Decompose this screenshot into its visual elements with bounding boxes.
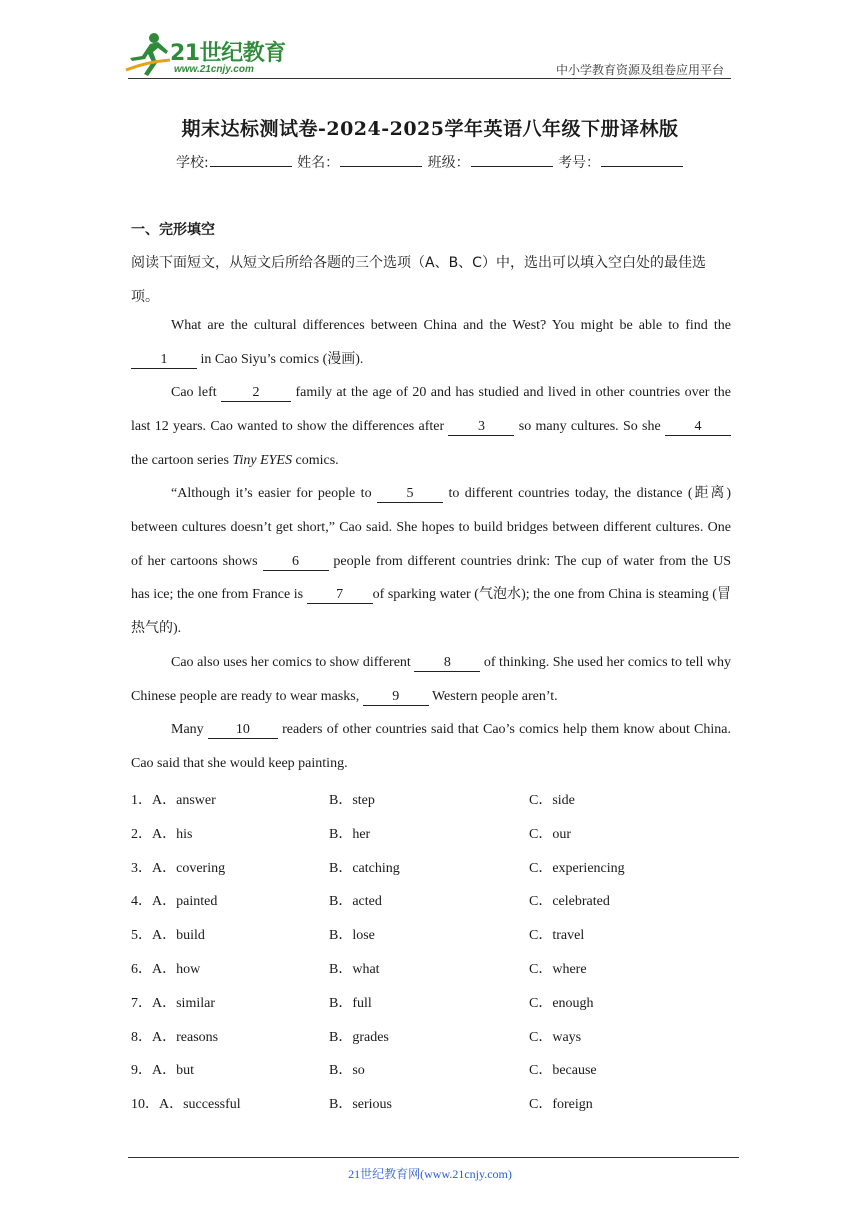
option-a[interactable]: 3．A．covering	[131, 861, 226, 876]
option-c[interactable]: C．travel	[529, 928, 585, 943]
option-row-6	[131, 958, 731, 978]
option-c[interactable]: C．foreign	[529, 1097, 593, 1112]
blank-4[interactable]: 4	[665, 419, 731, 436]
option-b[interactable]: B．grades	[329, 1030, 389, 1045]
blank-8[interactable]: 8	[414, 655, 480, 672]
blank-7[interactable]: 7	[307, 587, 373, 604]
option-a[interactable]: 5．A．build	[131, 928, 205, 943]
class-label: 班级：	[427, 155, 470, 171]
option-row-4	[131, 890, 731, 910]
footer-divider	[128, 1157, 739, 1158]
name-label: 姓名：	[297, 155, 340, 171]
footer-link[interactable]: 21世纪教育网(www.21cnjy.com)	[348, 1167, 512, 1181]
header-divider	[128, 78, 731, 79]
option-c[interactable]: C．where	[529, 962, 587, 977]
option-a[interactable]: 7．A．similar	[131, 996, 215, 1011]
option-a[interactable]: 8．A．reasons	[131, 1030, 219, 1045]
page-title: 期末达标测试卷-2024-2025学年英语八年级下册译林版	[181, 118, 679, 140]
option-c[interactable]: C．because	[529, 1063, 597, 1078]
section-instruction: 阅读下面短文，从短文后所给各题的三个选项（A、B、C）中，选出可以填入空白处的最佳选项。	[131, 255, 706, 305]
option-row-1	[131, 789, 731, 809]
class-blank[interactable]	[471, 152, 553, 167]
option-b[interactable]: B．full	[329, 996, 372, 1011]
blank-9[interactable]: 9	[363, 689, 429, 706]
option-b[interactable]: B．lose	[329, 928, 375, 943]
site-logo	[124, 30, 294, 80]
blank-1[interactable]: 1	[131, 352, 197, 369]
option-c[interactable]: C．experiencing	[529, 861, 625, 876]
option-a[interactable]: 1．A．answer	[131, 793, 216, 808]
option-a[interactable]: 6．A．how	[131, 962, 201, 977]
option-b[interactable]: B．step	[329, 793, 375, 808]
option-row-10	[131, 1093, 731, 1113]
option-a[interactable]: 2．A．his	[131, 827, 193, 842]
option-b[interactable]: B．serious	[329, 1097, 392, 1112]
blank-3[interactable]: 3	[448, 419, 514, 436]
option-b[interactable]: B．what	[329, 962, 380, 977]
blank-10[interactable]: 10	[208, 722, 278, 739]
school-blank[interactable]	[210, 152, 292, 167]
option-b[interactable]: B．catching	[329, 861, 400, 876]
option-row-7	[131, 992, 731, 1012]
logo-text: 21世纪教育	[170, 41, 286, 66]
number-label: 考号：	[558, 155, 601, 171]
option-b[interactable]: B．so	[329, 1063, 365, 1078]
school-label: 学校:	[175, 155, 209, 171]
option-a[interactable]: 4．A．painted	[131, 894, 218, 909]
passage-paragraph-3: “Although it’s easier for people to 5 to different countries today, the distance (距离) between cultures doesn’t get short,” Cao said. She hopes to build bridges between different cultures. One of her cartoons shows 6 people from different countries drink: The cup of water from the US has ice; the one from France is 7 of sparking water (气泡水); the one from China is steaming (冒热气的).	[131, 486, 731, 637]
option-c[interactable]: C．celebrated	[529, 894, 610, 909]
series-title: Tiny EYES	[232, 452, 292, 468]
option-c[interactable]: C．ways	[529, 1030, 582, 1045]
option-c[interactable]: C．side	[529, 793, 575, 808]
option-a[interactable]: 9．A．but	[131, 1063, 194, 1078]
runner-logo-icon	[124, 30, 174, 78]
number-blank[interactable]	[601, 152, 683, 167]
option-a[interactable]: 10．A．successful	[131, 1097, 241, 1112]
name-blank[interactable]	[340, 152, 422, 167]
option-row-9	[131, 1059, 731, 1079]
option-c[interactable]: C．enough	[529, 996, 594, 1011]
passage-paragraph-1: What are the cultural differences between China and the West? You might be able to find the 1 in Cao Siyu’s comics (漫画).	[131, 309, 731, 377]
blank-6[interactable]: 6	[263, 554, 329, 571]
student-info-line	[0, 152, 860, 172]
passage-paragraph-5: Many 10 readers of other countries said that Cao’s comics help them know about China. Cao said that she would keep painting.	[131, 722, 731, 771]
passage-paragraph-2: Cao left 2 family at the age of 20 and has studied and lived in other countries over the last 12 years. Cao wanted to show the differences after 3 so many cultures. So she 4 the cartoon series Tiny EYES comics.	[131, 385, 731, 468]
option-row-2	[131, 823, 731, 843]
logo-url: www.21cnjy.com	[174, 64, 254, 75]
option-row-3	[131, 857, 731, 877]
option-b[interactable]: B．her	[329, 827, 371, 842]
option-row-5	[131, 924, 731, 944]
option-c[interactable]: C．our	[529, 827, 571, 842]
passage-paragraph-4: Cao also uses her comics to show different 8 of thinking. She used her comics to tell why Chinese people are ready to wear masks, 9 Western people aren’t.	[131, 655, 731, 704]
platform-name: 中小学教育资源及组卷应用平台	[555, 63, 724, 77]
blank-5[interactable]: 5	[377, 486, 443, 503]
section-heading: 一、完形填空	[131, 222, 215, 238]
option-row-8	[131, 1026, 731, 1046]
option-b[interactable]: B．acted	[329, 894, 382, 909]
blank-2[interactable]: 2	[221, 385, 291, 402]
